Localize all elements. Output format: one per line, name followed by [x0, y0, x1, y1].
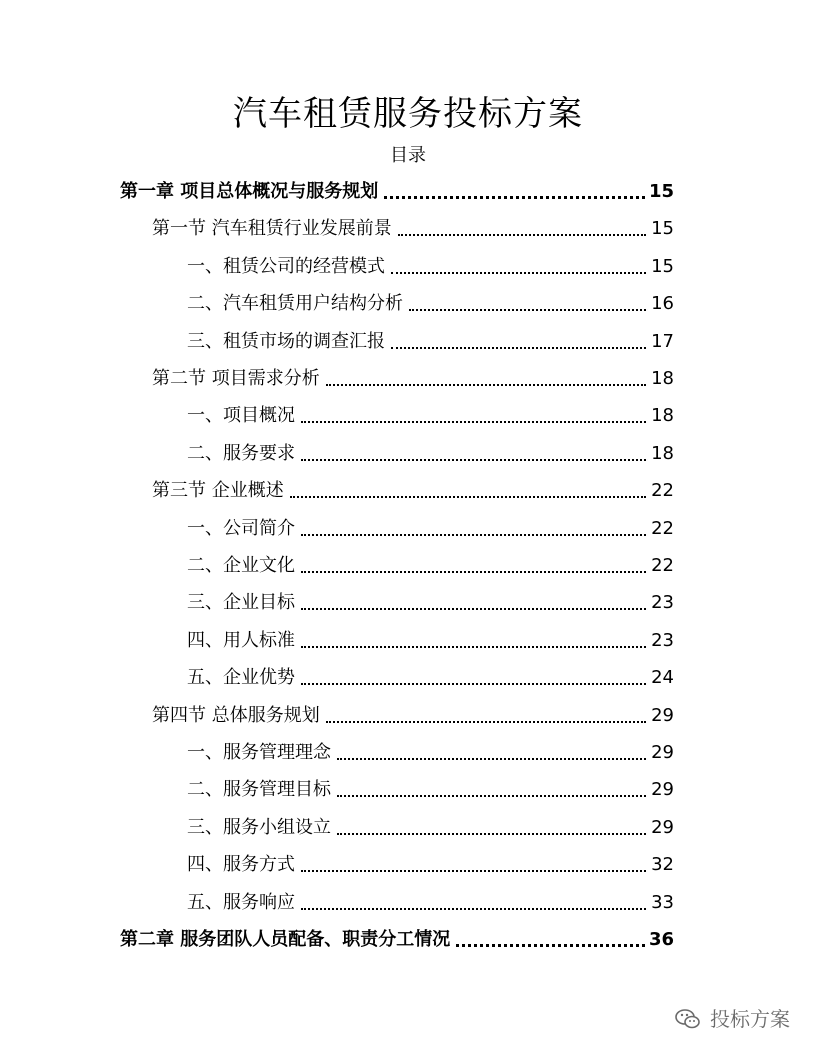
toc-dot-leader — [326, 720, 646, 723]
toc-dot-leader — [384, 195, 645, 199]
toc-entry-page-number: 32 — [651, 854, 674, 876]
toc-entry-page-number: 23 — [651, 629, 674, 651]
toc-entry-label: 二、企业文化 — [187, 555, 295, 576]
toc-entry-page-number: 22 — [651, 480, 674, 502]
toc-entry-label: 第一章 项目总体概况与服务规划 — [120, 181, 379, 202]
toc-dot-leader — [391, 271, 646, 274]
toc-entry-label: 三、服务小组设立 — [187, 816, 331, 838]
toc-entry-label: 一、公司简介 — [187, 517, 295, 539]
toc-entry-page-number: 29 — [651, 704, 674, 726]
toc-entry-page-number: 22 — [651, 555, 674, 576]
toc-dot-leader — [391, 346, 646, 349]
toc-dot-leader — [301, 682, 646, 685]
toc-entry-label: 三、企业目标 — [187, 592, 295, 614]
toc-entry-page-number: 16 — [651, 293, 674, 315]
toc-entry-label: 二、汽车租赁用户结构分析 — [187, 293, 403, 315]
toc-entry-page-number: 29 — [651, 779, 674, 801]
toc-entry-page-number: 29 — [651, 816, 674, 838]
watermark — [674, 1005, 790, 1033]
toc-entry-page-number: 33 — [651, 891, 674, 913]
toc-entry-page-number: 18 — [651, 442, 674, 464]
toc-entry[interactable] — [152, 362, 674, 392]
toc-entry-page-number: 18 — [651, 368, 674, 389]
toc-entry-page-number: 17 — [651, 330, 674, 352]
toc-entry-label: 五、服务响应 — [187, 891, 295, 913]
toc-entry[interactable] — [120, 923, 674, 953]
toc-entry[interactable] — [187, 886, 674, 916]
toc-entry[interactable] — [187, 586, 674, 616]
toc-entry-page-number: 15 — [651, 218, 674, 240]
toc-entry-label: 第二章 服务团队人员配备、职责分工情况 — [120, 929, 451, 950]
toc-entry-label: 二、服务要求 — [187, 442, 295, 464]
toc-entry-page-number: 24 — [651, 667, 674, 689]
wechat-icon — [674, 1007, 702, 1031]
toc-entry[interactable] — [187, 848, 674, 878]
toc-entry-page-number: 36 — [648, 929, 674, 950]
toc-entry-label: 第一节 汽车租赁行业发展前景 — [152, 218, 392, 240]
toc-dot-leader — [301, 907, 646, 910]
toc-entry-label: 第四节 总体服务规划 — [152, 704, 320, 726]
toc-dot-leader — [456, 943, 645, 947]
toc-entry-page-number: 15 — [651, 255, 674, 277]
toc-dot-leader — [337, 794, 646, 797]
toc-entry[interactable] — [187, 549, 674, 579]
toc-entry-label: 四、用人标准 — [187, 629, 295, 651]
watermark-text: 投标方案 — [710, 1007, 790, 1031]
toc-entry[interactable] — [187, 325, 674, 355]
toc-entry-label: 五、企业优势 — [187, 667, 295, 689]
toc-entry-label: 一、服务管理理念 — [187, 742, 331, 763]
toc-dot-leader — [290, 495, 646, 498]
toc-dot-leader — [326, 383, 646, 386]
toc-entry-label: 四、服务方式 — [187, 854, 295, 876]
toc-entry-page-number: 18 — [651, 405, 674, 427]
toc-dot-leader — [301, 570, 646, 573]
toc-dot-leader — [301, 607, 646, 610]
toc-dot-leader — [301, 458, 646, 461]
toc-entry-label: 第二节 项目需求分析 — [152, 368, 320, 389]
toc-entry[interactable] — [187, 250, 674, 280]
toc-entry[interactable] — [187, 287, 674, 317]
toc-entry[interactable] — [187, 661, 674, 691]
toc-entry-page-number: 15 — [648, 181, 674, 202]
toc-entry-label: 第三节 企业概述 — [152, 480, 284, 502]
toc-entry[interactable] — [152, 699, 674, 729]
toc-entry-page-number: 22 — [651, 517, 674, 539]
toc-dot-leader — [301, 869, 646, 872]
toc-entry[interactable] — [152, 212, 674, 242]
toc-heading: 目录 — [390, 145, 426, 166]
toc-entry[interactable] — [152, 474, 674, 504]
toc-entry[interactable] — [187, 773, 674, 803]
toc-entry[interactable] — [187, 437, 674, 467]
toc-entry-label: 二、服务管理目标 — [187, 779, 331, 801]
toc-entry[interactable] — [187, 512, 674, 542]
toc-dot-leader — [409, 308, 646, 311]
toc-entry-page-number: 29 — [651, 742, 674, 763]
toc-dot-leader — [301, 533, 646, 536]
toc-entry[interactable] — [120, 175, 674, 205]
document-title: 汽车租赁服务投标方案 — [233, 94, 583, 134]
toc-entry[interactable] — [187, 811, 674, 841]
toc-dot-leader — [398, 233, 646, 236]
toc-entry-page-number: 23 — [651, 592, 674, 614]
toc-entry[interactable] — [187, 624, 674, 654]
toc-entry-label: 一、项目概况 — [187, 405, 295, 427]
toc-entry-label: 三、租赁市场的调查汇报 — [187, 330, 385, 352]
toc-entry[interactable] — [187, 399, 674, 429]
toc-entry[interactable] — [187, 736, 674, 766]
toc-dot-leader — [337, 757, 646, 760]
toc-dot-leader — [301, 420, 646, 423]
toc-entry-label: 一、租赁公司的经营模式 — [187, 255, 385, 277]
toc-dot-leader — [337, 832, 646, 835]
toc-dot-leader — [301, 645, 646, 648]
